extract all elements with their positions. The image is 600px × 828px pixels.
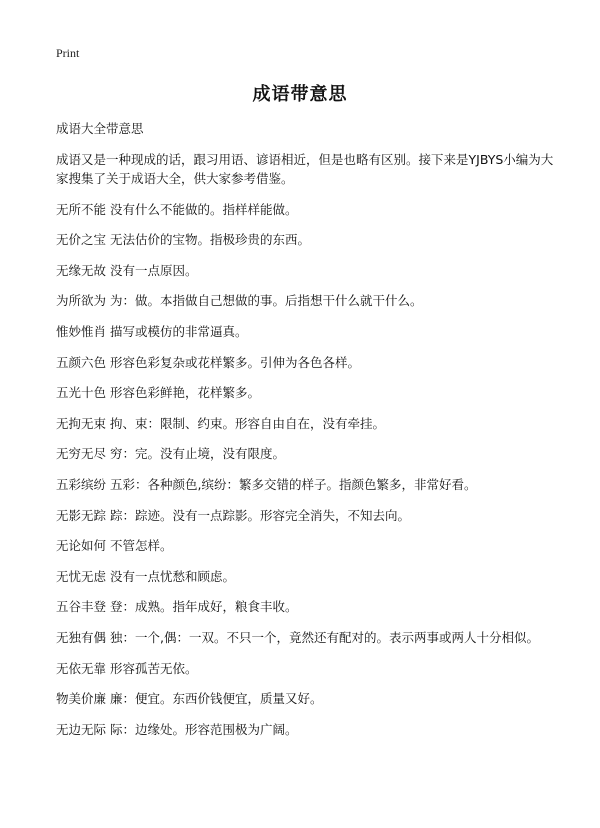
idiom-entry: 无论如何 不管怎样。 <box>56 538 173 554</box>
idiom-entry: 五光十色 形容色彩鲜艳，花样繁多。 <box>56 385 260 401</box>
idiom-entry: 五谷丰登 登：成熟。指年成好，粮食丰收。 <box>56 599 298 615</box>
idiom-entry: 无边无际 际：边缘处。形容范围极为广阔。 <box>56 721 298 737</box>
idiom-entry: 无穷无尽 穷：完。没有止境，没有限度。 <box>56 446 285 462</box>
idiom-entry: 无依无靠 形容孤苦无依。 <box>56 660 198 676</box>
idiom-entry: 无独有偶 独：一个,偶：一双。不只一个，竟然还有配对的。表示两事或两人十分相似。 <box>56 629 539 645</box>
intro-paragraph: 成语又是一种现成的话，跟习用语、谚语相近，但是也略有区别。接下来是YJBYS小编为大家搜集了关于成语大全，供大家参考借鉴。 <box>56 152 554 186</box>
idiom-entry: 五彩缤纷 五彩：各种颜色,缤纷：繁多交错的样子。指颜色繁多，非常好看。 <box>56 476 477 492</box>
idiom-entry: 无价之宝 无法估价的宝物。指极珍贵的东西。 <box>56 232 310 248</box>
print-link[interactable]: Print <box>56 46 80 60</box>
article-body <box>56 150 556 750</box>
page-subtitle: 成语大全带意思 <box>56 121 144 136</box>
page-title: 成语带意思 <box>252 84 348 105</box>
idiom-entry: 五颜六色 形容色彩复杂或花样繁多。引伸为各色各样。 <box>56 354 360 370</box>
idiom-entry: 无影无踪 踪：踪迹。没有一点踪影。形容完全消失，不知去向。 <box>56 507 410 523</box>
idiom-entry: 无所不能 没有什么不能做的。指样样能做。 <box>56 201 298 217</box>
idiom-entry: 无拘无束 拘、束：限制、约束。形容自由自在，没有牵挂。 <box>56 415 385 431</box>
idiom-entry: 物美价廉 廉：便宜。东西价钱便宜，质量又好。 <box>56 691 323 707</box>
idiom-entry: 无忧无虑 没有一点忧愁和顾虑。 <box>56 568 235 584</box>
idiom-entry: 为所欲为 为：做。本指做自己想做的事。后指想干什么就干什么。 <box>56 293 423 309</box>
idiom-entry: 惟妙惟肖 描写或模仿的非常逼真。 <box>56 323 248 339</box>
idiom-entry: 无缘无故 没有一点原因。 <box>56 262 198 278</box>
